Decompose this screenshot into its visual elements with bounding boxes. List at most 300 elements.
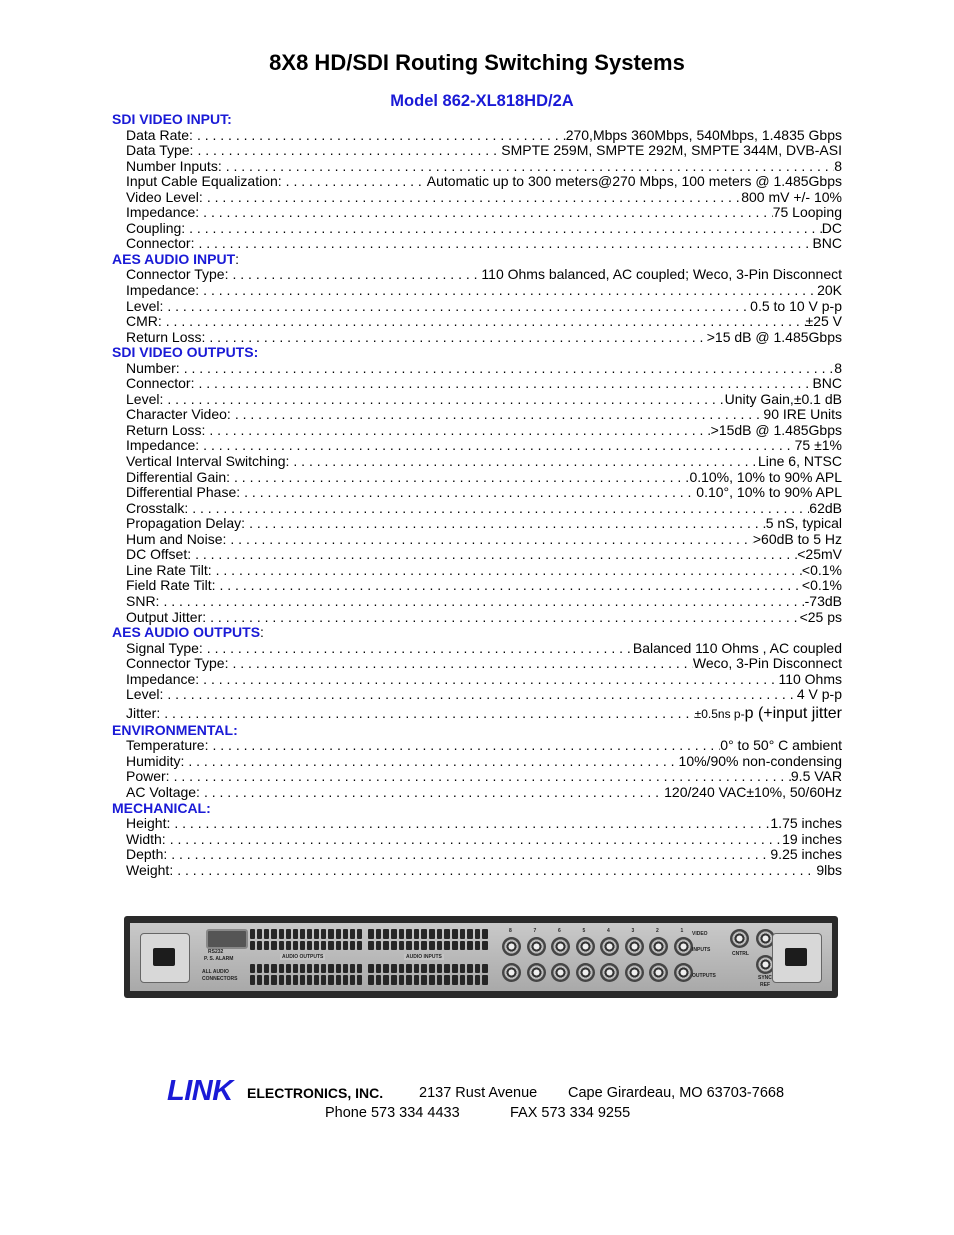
spec-value: SMPTE 259M, SMPTE 292M, SMPTE 344M, DVB-ASI	[501, 142, 842, 159]
spec-value: 0.5 to 10 V p-p	[750, 297, 842, 314]
spec-value: >15dB @ 1.485Gbps	[710, 421, 842, 438]
terminal-pin	[460, 952, 466, 962]
spec-row	[112, 190, 842, 206]
terminal-pin	[399, 964, 405, 974]
spec-label: Connector:	[126, 375, 195, 392]
terminal-pin	[444, 929, 450, 939]
dot-leader	[282, 174, 427, 190]
terminal-pin	[452, 964, 458, 974]
spec-row	[112, 159, 842, 175]
spec-row	[112, 454, 842, 470]
terminal-pin	[376, 964, 382, 974]
terminal-pin	[343, 964, 348, 974]
section-heading	[112, 801, 842, 817]
channel-number: 5	[582, 928, 586, 934]
terminal-pin	[314, 964, 319, 974]
spec-value: 75 Looping	[772, 204, 842, 221]
spec-label: Connector:	[126, 235, 195, 252]
dot-leader	[289, 454, 758, 470]
dot-leader	[160, 703, 694, 723]
terminal-pin	[293, 964, 298, 974]
spec-row	[112, 330, 842, 346]
spec-value: BNC	[812, 375, 842, 392]
terminal-pin	[300, 975, 305, 985]
spec-row	[112, 423, 842, 439]
terminal-pin	[429, 941, 435, 951]
section-heading-colon: :	[260, 624, 264, 641]
spec-value: 10%/90% non-condensing	[678, 752, 842, 769]
spec-value: 9.25 inches	[770, 846, 842, 863]
terminal-pin	[250, 941, 255, 951]
video-output-bnc	[600, 963, 619, 982]
spec-label: Level:	[126, 297, 164, 314]
spec-value: 800 mV +/- 10%	[741, 188, 842, 205]
terminal-pin	[350, 975, 355, 985]
terminal-pin	[452, 929, 458, 939]
spec-row	[112, 236, 842, 252]
spec-label: Data Type:	[126, 142, 194, 159]
terminal-pin	[286, 964, 291, 974]
spec-value: >15 dB @ 1.485Gbps	[706, 328, 842, 345]
terminal-pin	[343, 941, 348, 951]
dot-leader	[180, 361, 835, 377]
ref-label: REF	[760, 982, 770, 988]
terminal-pin	[460, 929, 466, 939]
terminal-pin	[444, 952, 450, 962]
terminal-pin	[321, 975, 326, 985]
terminal-pin	[482, 929, 488, 939]
video-output-bnc	[674, 963, 693, 982]
dot-leader	[185, 221, 822, 237]
terminal-pin	[399, 929, 405, 939]
terminal-pin	[368, 929, 374, 939]
dot-leader	[163, 299, 750, 315]
page-title: 8X8 HD/SDI Routing Switching Systems	[269, 50, 685, 75]
spec-value: 5 nS, typical	[765, 515, 842, 532]
spec-value: 9.5 VAR	[790, 768, 842, 785]
terminal-pin	[314, 975, 319, 985]
terminal-pin	[391, 975, 397, 985]
spec-label: CMR:	[126, 313, 162, 330]
terminal-pin	[482, 964, 488, 974]
terminal-pin	[444, 941, 450, 951]
spec-value: ±25 V	[805, 313, 842, 330]
video-input-bnc	[674, 937, 693, 956]
channel-number: 7	[533, 928, 537, 934]
terminal-pin	[460, 941, 466, 951]
terminal-pin	[350, 929, 355, 939]
dot-leader	[228, 267, 481, 283]
spec-row	[112, 143, 842, 159]
spec-label: Output Jitter:	[126, 608, 207, 625]
dot-leader	[167, 847, 770, 863]
terminal-pin	[399, 975, 405, 985]
all-audio-label: ALL AUDIO	[202, 969, 229, 975]
spec-label: Vertical Interval Switching:	[126, 453, 290, 470]
spec-label: Impedance:	[126, 670, 200, 687]
dot-leader	[199, 438, 794, 454]
dot-leader	[173, 863, 816, 879]
spec-label: Level:	[126, 390, 164, 407]
audio-inputs-label: AUDIO INPUTS	[406, 954, 442, 960]
power-inlet-right	[772, 933, 822, 983]
spec-value	[695, 703, 842, 724]
terminal-pin	[314, 941, 319, 951]
section-heading-text: MECHANICAL:	[112, 799, 211, 816]
spec-row	[112, 610, 842, 626]
dot-leader	[199, 672, 778, 688]
spec-row	[112, 863, 842, 879]
terminal-pin	[257, 929, 262, 939]
spec-label: Width:	[126, 830, 166, 847]
dot-leader	[231, 407, 764, 423]
terminal-pin	[383, 964, 389, 974]
terminal-pin	[437, 941, 443, 951]
terminal-pin	[293, 941, 298, 951]
spec-row	[112, 392, 842, 408]
terminal-pin	[264, 929, 269, 939]
dot-leader	[240, 485, 696, 501]
terminal-pin	[250, 929, 255, 939]
terminal-pin	[475, 975, 481, 985]
terminal-pin	[357, 941, 362, 951]
terminal-pin	[271, 929, 276, 939]
terminal-pin	[475, 964, 481, 974]
terminal-pin	[406, 929, 412, 939]
section-heading-text: SDI VIDEO OUTPUTS:	[112, 344, 259, 361]
spec-label: Differential Phase:	[126, 484, 241, 501]
spec-label: Impedance:	[126, 204, 200, 221]
channel-number: 3	[631, 928, 635, 934]
dot-leader	[193, 128, 566, 144]
dot-leader	[163, 687, 797, 703]
spec-row	[112, 769, 842, 785]
spec-row	[112, 438, 842, 454]
terminal-pin	[350, 952, 355, 962]
dot-leader	[199, 205, 773, 221]
video-output-bnc	[649, 963, 668, 982]
terminal-pin	[343, 929, 348, 939]
spec-row	[112, 532, 842, 548]
terminal-pin	[376, 975, 382, 985]
dot-leader	[206, 610, 799, 626]
terminal-pin	[391, 952, 397, 962]
section-heading	[112, 723, 842, 739]
video-input-bnc	[649, 937, 668, 956]
terminal-pin	[257, 964, 262, 974]
spec-value: 0° to 50° C ambient	[720, 737, 842, 754]
spec-row	[112, 516, 842, 532]
spec-row	[112, 407, 842, 423]
spec-row	[112, 283, 842, 299]
spec-row	[112, 847, 842, 863]
spec-value-small: ±0.5ns p-	[694, 706, 745, 721]
channel-number: 6	[558, 928, 561, 934]
dot-leader	[203, 190, 741, 206]
spec-label: Temperature:	[126, 737, 209, 754]
channel-number: 8	[509, 928, 512, 934]
terminal-pin	[452, 941, 458, 951]
spec-value: 4 V p-p	[796, 686, 842, 703]
spec-label: Power:	[126, 768, 170, 785]
dot-leader	[163, 392, 724, 408]
street-address: 2137 Rust Avenue	[419, 1085, 538, 1101]
cntrl-label: CNTRL	[732, 951, 749, 957]
spec-row	[112, 485, 842, 501]
spec-value: 19 inches	[782, 830, 842, 847]
dot-leader	[166, 832, 782, 848]
spec-value: 120/240 VAC±10%, 50/60Hz	[664, 783, 842, 800]
terminal-pin	[467, 964, 473, 974]
spec-value: BNC	[812, 235, 842, 252]
video-output-bnc	[502, 963, 521, 982]
terminal-pin	[300, 929, 305, 939]
rs232-connector	[206, 929, 248, 949]
spec-value: >60dB to 5 Hz	[752, 530, 842, 547]
terminal-pin	[257, 952, 262, 962]
spec-value: 9lbs	[816, 861, 842, 878]
terminal-pin	[482, 941, 488, 951]
spec-row	[112, 267, 842, 283]
company-name: ELECTRONICS, INC.	[247, 1085, 384, 1101]
terminal-pin	[421, 975, 427, 985]
spec-label: Depth:	[126, 846, 168, 863]
dot-leader	[170, 769, 791, 785]
terminal-pin	[482, 952, 488, 962]
spec-label: Field Rate Tilt:	[126, 577, 216, 594]
spec-value-large: p (+input jitter	[744, 704, 842, 722]
dot-leader	[159, 594, 804, 610]
spec-row	[112, 221, 842, 237]
spec-row	[112, 128, 842, 144]
dot-leader	[228, 656, 692, 672]
terminal-pin	[314, 929, 319, 939]
terminal-pin	[475, 941, 481, 951]
terminal-pin	[482, 975, 488, 985]
spec-label: Jitter:	[126, 704, 161, 721]
dot-leader	[193, 143, 501, 159]
terminal-pin	[328, 941, 333, 951]
section-heading	[112, 112, 842, 128]
dot-leader	[205, 423, 710, 439]
terminal-pin	[279, 929, 284, 939]
terminal-pin	[475, 929, 481, 939]
terminal-pin	[336, 941, 341, 951]
terminal-pin	[357, 975, 362, 985]
outputs-label: OUTPUTS	[692, 973, 716, 979]
video-label: VIDEO	[692, 931, 708, 937]
terminal-pin	[391, 941, 397, 951]
dot-leader	[230, 470, 689, 486]
terminal-pin	[460, 964, 466, 974]
terminal-pin	[250, 952, 255, 962]
terminal-pin	[467, 952, 473, 962]
dot-leader	[226, 532, 752, 548]
terminal-pin	[376, 941, 382, 951]
spec-row	[112, 785, 842, 801]
terminal-pin	[336, 952, 341, 962]
terminal-pin	[452, 952, 458, 962]
dot-leader	[222, 159, 834, 175]
spec-row	[112, 174, 842, 190]
inputs-label: INPUTS	[692, 947, 711, 953]
terminal-pin	[257, 941, 262, 951]
terminal-pin	[429, 929, 435, 939]
spec-label: Hum and Noise:	[126, 530, 227, 547]
terminal-pin	[336, 964, 341, 974]
section-heading-text: ENVIRONMENTAL:	[112, 721, 238, 738]
spec-value: 110 Ohms	[778, 670, 842, 687]
spec-row	[112, 547, 842, 563]
terminal-pin	[250, 964, 255, 974]
spec-label: Weight:	[126, 861, 174, 878]
model-number: Model 862-XL818HD/2A	[390, 92, 574, 110]
terminal-pin	[300, 941, 305, 951]
spec-value: <0.1%	[801, 577, 842, 594]
spec-value: 1.75 inches	[770, 815, 842, 832]
terminal-pin	[437, 929, 443, 939]
terminal-pin	[336, 929, 341, 939]
spec-value: <25 ps	[799, 608, 842, 625]
dot-leader	[245, 516, 766, 532]
terminal-pin	[391, 929, 397, 939]
terminal-pin	[414, 975, 420, 985]
video-input-bnc	[527, 937, 546, 956]
terminal-pin	[429, 964, 435, 974]
spec-value: <0.1%	[801, 561, 842, 578]
terminal-pin	[421, 941, 427, 951]
spec-row	[112, 563, 842, 579]
section-heading-text: AES AUDIO INPUT	[112, 250, 236, 267]
spec-row	[112, 816, 842, 832]
terminal-pin	[475, 952, 481, 962]
spec-label: Propagation Delay:	[126, 515, 246, 532]
terminal-pin	[406, 975, 412, 985]
dot-leader	[194, 236, 812, 252]
terminal-pin	[414, 941, 420, 951]
spec-row	[112, 314, 842, 330]
terminal-pin	[414, 929, 420, 939]
dot-leader	[162, 314, 806, 330]
section-heading-colon: :	[235, 250, 240, 267]
dot-leader	[199, 283, 817, 299]
terminal-pin	[460, 975, 466, 985]
spec-list	[112, 112, 842, 878]
connectors-label: CONNECTORS	[202, 976, 238, 982]
spec-label: Input Cable Equalization:	[126, 173, 282, 190]
terminal-pin	[383, 929, 389, 939]
spec-row	[112, 205, 842, 221]
terminal-pin	[376, 952, 382, 962]
spec-value: 75 ±1%	[794, 437, 842, 454]
terminal-pin	[264, 964, 269, 974]
terminal-pin	[293, 975, 298, 985]
rear-panel-face	[130, 923, 832, 991]
spec-row	[112, 703, 842, 723]
terminal-pin	[293, 929, 298, 939]
terminal-pin	[286, 975, 291, 985]
terminal-pin	[452, 975, 458, 985]
terminal-pin	[307, 975, 312, 985]
fax-number: FAX 573 334 9255	[510, 1105, 631, 1121]
dot-leader	[170, 816, 770, 832]
terminal-pin	[321, 929, 326, 939]
terminal-pin	[279, 975, 284, 985]
channel-number: 2	[656, 928, 659, 934]
spec-label: DC Offset:	[126, 546, 192, 563]
dot-leader	[205, 330, 706, 346]
terminal-pin	[307, 964, 312, 974]
spec-row	[112, 578, 842, 594]
spec-label: AC Voltage:	[126, 783, 200, 800]
spec-value: 90 IRE Units	[763, 406, 842, 423]
terminal-pin	[279, 964, 284, 974]
spec-label: Number Inputs:	[126, 157, 222, 174]
spec-row	[112, 361, 842, 377]
section-heading-text: AES AUDIO OUTPUTS	[112, 624, 261, 641]
spec-value: 20K	[817, 282, 842, 299]
dot-leader	[191, 547, 797, 563]
terminal-pin	[414, 964, 420, 974]
terminal-pin	[357, 964, 362, 974]
terminal-pin	[406, 941, 412, 951]
terminal-pin	[406, 964, 412, 974]
phone-number: Phone 573 334 4433	[325, 1105, 460, 1121]
spec-row	[112, 299, 842, 315]
spec-label: Character Video:	[126, 406, 231, 423]
spec-value: Weco, 3-Pin Disconnect	[692, 655, 842, 672]
ps-alarm-label: P. S. ALARM	[204, 956, 234, 962]
terminal-pin	[286, 929, 291, 939]
dot-leader	[200, 785, 664, 801]
dot-leader	[188, 501, 809, 517]
terminal-pin	[343, 975, 348, 985]
terminal-pin	[383, 975, 389, 985]
terminal-pin	[321, 941, 326, 951]
terminal-pin	[437, 964, 443, 974]
section-heading-text: SDI VIDEO INPUT:	[112, 111, 232, 127]
terminal-pin	[264, 975, 269, 985]
terminal-pin	[350, 941, 355, 951]
terminal-pin	[368, 941, 374, 951]
terminal-pin	[279, 941, 284, 951]
spec-value: Automatic up to 300 meters@270 Mbps, 100 meters @ 1.485Gbps	[426, 173, 842, 190]
terminal-pin	[368, 975, 374, 985]
spec-label: Line Rate Tilt:	[126, 561, 212, 578]
terminal-pin	[383, 952, 389, 962]
spec-row	[112, 687, 842, 703]
terminal-pin	[271, 952, 276, 962]
spec-row	[112, 738, 842, 754]
spec-row	[112, 754, 842, 770]
spec-value: 8	[834, 359, 842, 376]
terminal-pin	[336, 975, 341, 985]
sync-label: SYNC	[758, 975, 772, 981]
video-output-bnc	[527, 963, 546, 982]
rs232-label: RS232	[208, 949, 224, 955]
spec-label: Return Loss:	[126, 328, 206, 345]
spec-value: 270,Mbps 360Mbps, 540Mbps, 1.4835 Gbps	[565, 126, 842, 143]
terminal-pin	[257, 975, 262, 985]
video-input-bnc	[551, 937, 570, 956]
terminal-pin	[421, 929, 427, 939]
city-address: Cape Girardeau, MO 63703-7668	[568, 1085, 785, 1101]
sync-bnc	[730, 929, 749, 948]
terminal-pin	[250, 975, 255, 985]
channel-number: 4	[607, 928, 610, 934]
terminal-pin	[444, 975, 450, 985]
spec-label: Differential Gain:	[126, 468, 231, 485]
